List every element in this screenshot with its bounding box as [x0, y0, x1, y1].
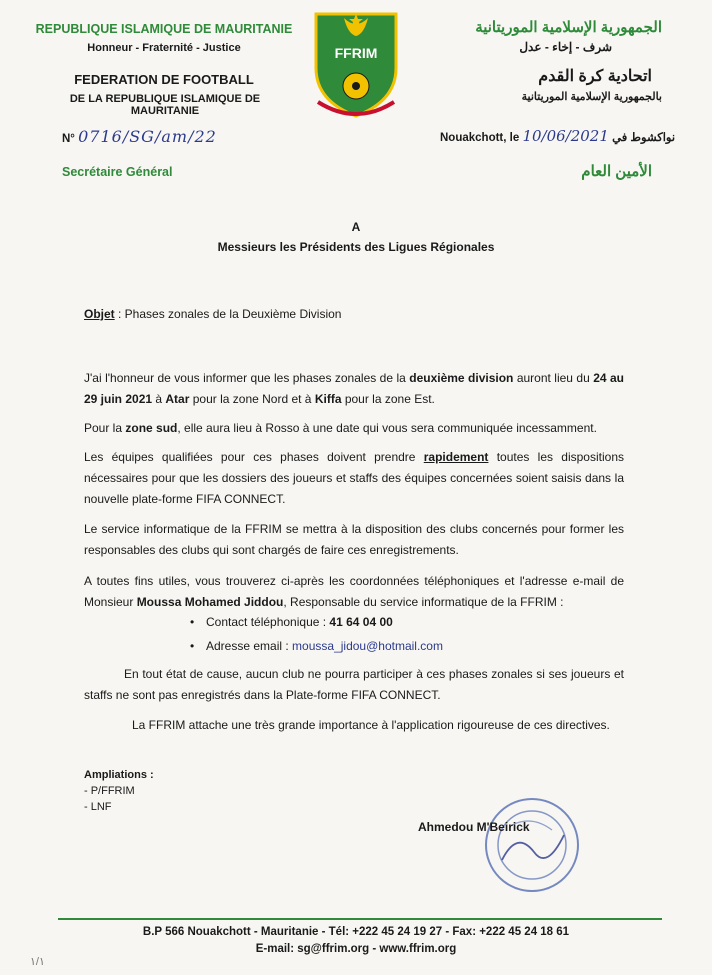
- reference-number: [62, 127, 217, 146]
- paragraph-4: Le service informatique de la FFRIM se mettra à la disposition des clubs concernés pour former les responsables des clubs qui sont chargés de faire ces enregistrements.: [84, 522, 624, 557]
- header-federation-fr: FEDERATION DE FOOTBALL: [74, 72, 254, 87]
- reference-label: N°: [62, 133, 75, 145]
- footer-contact: E-mail: sg@ffrim.org - www.ffrim.org: [255, 943, 457, 955]
- p2-text-1: Pour la: [84, 421, 126, 435]
- phone-label: Contact téléphonique :: [206, 615, 330, 629]
- p5-text-2: , Responsable du service informatique de la FFRIM :: [283, 595, 564, 609]
- date-label: Nouakchott, le: [440, 132, 520, 144]
- p1-text-2: auront lieu du: [513, 371, 594, 385]
- header-federation-sub-fr: DE LA REPUBLIQUE ISLAMIQUE DE MAURITANIE: [69, 93, 261, 117]
- paragraph-1: [84, 368, 624, 410]
- ampliations: [84, 767, 154, 815]
- p1-bold-3: Atar: [165, 392, 190, 406]
- secretary-general-title-ar: الأمين العام: [581, 163, 652, 180]
- paragraph-2: [84, 418, 624, 439]
- bullet-dot-icon: •: [190, 615, 195, 629]
- page-number: ١/١: [30, 956, 45, 968]
- p3-bold-1: rapidement: [423, 450, 489, 464]
- paragraph-5: [84, 571, 624, 613]
- paragraph-6: En tout état de cause, aucun club ne pourra participer à ces phases zonales si ses joueurs et staffs ne sont pas enregistrés dans la Plate-forme FIFA CONNECT.: [84, 667, 624, 702]
- date-label-ar: نواكشوط في: [612, 132, 676, 144]
- p5-bold-1: Moussa Mohamed Jiddou: [136, 595, 284, 609]
- subject-text: : Phases zonales de la Deuxième Division: [114, 307, 342, 321]
- header-motto-fr: Honneur - Fraternité - Justice: [87, 42, 241, 54]
- paragraph-7: La FFRIM attache une très grande importance à l'application rigoureuse de ces directives.: [132, 718, 610, 732]
- header-federation-sub-ar: بالجمهورية الإسلامية الموريتانية: [521, 91, 662, 103]
- header-country-ar: الجمهورية الإسلامية الموريتانية: [475, 19, 662, 36]
- date-line: [440, 127, 675, 145]
- ampliations-title: Ampliations :: [84, 769, 154, 781]
- phone-value: 41 64 04 00: [329, 615, 393, 629]
- p2-bold-1: zone sud: [125, 421, 178, 435]
- date-value: 10/06/2021: [522, 127, 609, 145]
- p1-text-4: pour la zone Nord et à: [189, 392, 315, 406]
- addressee-prefix: A: [351, 220, 361, 234]
- subject-line: [84, 307, 341, 321]
- p1-bold-4: Kiffa: [314, 392, 342, 406]
- header-country-fr: REPUBLIQUE ISLAMIQUE DE MAURITANIE: [35, 22, 293, 36]
- signatory-name: Ahmedou M'Beirick: [418, 820, 530, 834]
- p5-text-1: A toutes fins utiles, vous trouverez ci-après les coordonnées téléphoniques et l'adresse e-mail de Monsieur: [84, 574, 624, 609]
- secretary-general-title-fr: Secrétaire Général: [62, 165, 173, 179]
- p3-text-2: toutes les dispositions nécessaires pour que les dossiers des joueurs et staffs des équipes concernées soient saisis dans la nouvelle plate-forme FIFA CONNECT.: [84, 450, 624, 506]
- p3-text-1: Les équipes qualifiées pour ces phases doivent prendre: [84, 450, 424, 464]
- paragraph-3: [84, 447, 624, 510]
- p1-text-3: à: [152, 392, 166, 406]
- header-motto-ar: شرف - إخاء - عدل: [519, 40, 612, 54]
- email-label: Adresse email :: [206, 639, 293, 653]
- footer-divider: [58, 918, 662, 920]
- p1-bold-2: 24 au 29 juin 2021: [84, 371, 624, 406]
- logo-text: FFRIM: [334, 45, 378, 61]
- p2-text-2: , elle aura lieu à Rosso à une date qui vous sera communiquée incessamment.: [177, 421, 597, 435]
- reference-value: 0716/SG/am/22: [78, 127, 217, 146]
- ffrim-logo: [306, 6, 406, 120]
- p1-text-5: pour la zone Est.: [341, 392, 435, 406]
- subject-label: Objet: [84, 307, 115, 321]
- p1-bold-1: deuxième division: [409, 371, 514, 385]
- header-federation-ar: اتحادية كرة القدم: [538, 68, 652, 85]
- official-stamp-icon: [472, 790, 582, 900]
- footer-address: B.P 566 Nouakchott - Mauritanie - Tél: +222 45 24 19 27 - Fax: +222 45 24 18 61: [142, 926, 570, 938]
- ampliation-item: - P/FFRIM: [84, 785, 135, 797]
- p1-text-1: J'ai l'honneur de vous informer que les phases zonales de la: [84, 371, 410, 385]
- bullet-dot-icon: •: [190, 639, 195, 653]
- addressee-line: Messieurs les Présidents des Ligues Régionales: [217, 240, 495, 254]
- bullet-email: [190, 639, 443, 653]
- bullet-phone: [190, 615, 393, 629]
- ampliation-item: - LNF: [84, 801, 112, 813]
- email-link[interactable]: moussa_jidou@hotmail.com: [292, 639, 443, 653]
